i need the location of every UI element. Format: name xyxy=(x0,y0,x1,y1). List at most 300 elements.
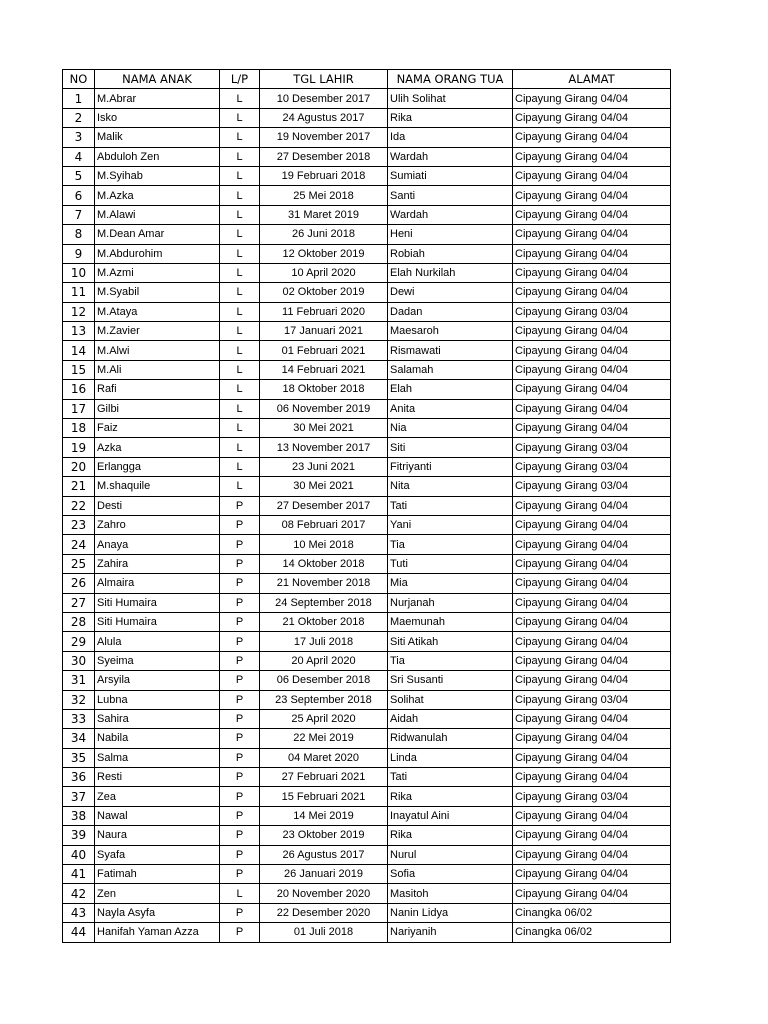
cell-address: Cipayung Girang 04/04 xyxy=(513,186,671,205)
cell-child-name: Zea xyxy=(95,787,220,806)
table-row xyxy=(63,535,671,554)
cell-birth-date: 10 April 2020 xyxy=(260,263,388,282)
cell-child-name: M.Abrar xyxy=(95,89,220,108)
cell-gender: L xyxy=(220,186,260,205)
cell-birth-date: 24 Agustus 2017 xyxy=(260,108,388,127)
cell-birth-date: 20 November 2020 xyxy=(260,884,388,903)
cell-parent-name: Ridwanulah xyxy=(388,729,513,748)
cell-child-name: M.Syabil xyxy=(95,283,220,302)
table-row xyxy=(63,108,671,127)
cell-parent-name: Fitriyanti xyxy=(388,457,513,476)
cell-gender: P xyxy=(220,593,260,612)
cell-row-number: 6 xyxy=(63,186,95,205)
cell-address: Cipayung Girang 04/04 xyxy=(513,147,671,166)
header-address: ALAMAT xyxy=(513,70,671,89)
cell-parent-name: Nita xyxy=(388,477,513,496)
table-row xyxy=(63,225,671,244)
table-row xyxy=(63,612,671,631)
cell-child-name: M.Abdurohim xyxy=(95,244,220,263)
cell-parent-name: Elah Nurkilah xyxy=(388,263,513,282)
cell-birth-date: 27 Februari 2021 xyxy=(260,768,388,787)
table-row xyxy=(63,186,671,205)
cell-gender: L xyxy=(220,399,260,418)
cell-gender: P xyxy=(220,515,260,534)
cell-child-name: Syeima xyxy=(95,651,220,670)
table-row xyxy=(63,515,671,534)
cell-address: Cipayung Girang 04/04 xyxy=(513,651,671,670)
table-row xyxy=(63,302,671,321)
cell-parent-name: Yani xyxy=(388,515,513,534)
cell-parent-name: Sofia xyxy=(388,865,513,884)
table-row xyxy=(63,787,671,806)
cell-gender: L xyxy=(220,166,260,185)
cell-birth-date: 21 November 2018 xyxy=(260,574,388,593)
cell-child-name: M.Alawi xyxy=(95,205,220,224)
cell-birth-date: 06 November 2019 xyxy=(260,399,388,418)
cell-child-name: Gilbi xyxy=(95,399,220,418)
cell-gender: P xyxy=(220,923,260,942)
cell-birth-date: 21 Oktober 2018 xyxy=(260,612,388,631)
table-row xyxy=(63,690,671,709)
cell-row-number: 20 xyxy=(63,457,95,476)
cell-parent-name: Rika xyxy=(388,108,513,127)
cell-gender: L xyxy=(220,360,260,379)
cell-address: Cipayung Girang 04/04 xyxy=(513,535,671,554)
cell-row-number: 44 xyxy=(63,923,95,942)
cell-child-name: Nawal xyxy=(95,806,220,825)
cell-row-number: 25 xyxy=(63,554,95,573)
cell-row-number: 14 xyxy=(63,341,95,360)
cell-birth-date: 22 Mei 2019 xyxy=(260,729,388,748)
cell-birth-date: 04 Maret 2020 xyxy=(260,748,388,767)
header-row xyxy=(63,70,671,89)
cell-birth-date: 19 Februari 2018 xyxy=(260,166,388,185)
cell-gender: L xyxy=(220,263,260,282)
table-row xyxy=(63,806,671,825)
cell-parent-name: Masitoh xyxy=(388,884,513,903)
cell-child-name: Resti xyxy=(95,768,220,787)
cell-child-name: Anaya xyxy=(95,535,220,554)
table-row xyxy=(63,457,671,476)
cell-row-number: 41 xyxy=(63,865,95,884)
cell-child-name: M.Azka xyxy=(95,186,220,205)
cell-birth-date: 26 Agustus 2017 xyxy=(260,845,388,864)
cell-row-number: 43 xyxy=(63,903,95,922)
cell-birth-date: 08 Februari 2017 xyxy=(260,515,388,534)
cell-row-number: 22 xyxy=(63,496,95,515)
cell-row-number: 7 xyxy=(63,205,95,224)
cell-row-number: 11 xyxy=(63,283,95,302)
cell-child-name: Almaira xyxy=(95,574,220,593)
cell-birth-date: 01 Februari 2021 xyxy=(260,341,388,360)
cell-address: Cipayung Girang 04/04 xyxy=(513,826,671,845)
cell-parent-name: Inayatul Aini xyxy=(388,806,513,825)
cell-birth-date: 14 Oktober 2018 xyxy=(260,554,388,573)
cell-parent-name: Siti Atikah xyxy=(388,632,513,651)
cell-parent-name: Robiah xyxy=(388,244,513,263)
cell-row-number: 4 xyxy=(63,147,95,166)
cell-address: Cipayung Girang 04/04 xyxy=(513,205,671,224)
cell-child-name: Zahro xyxy=(95,515,220,534)
cell-row-number: 5 xyxy=(63,166,95,185)
cell-gender: L xyxy=(220,419,260,438)
cell-birth-date: 19 November 2017 xyxy=(260,128,388,147)
cell-birth-date: 27 Desember 2017 xyxy=(260,496,388,515)
cell-row-number: 39 xyxy=(63,826,95,845)
cell-child-name: Nabila xyxy=(95,729,220,748)
cell-address: Cipayung Girang 04/04 xyxy=(513,574,671,593)
cell-address: Cipayung Girang 04/04 xyxy=(513,612,671,631)
table-header xyxy=(63,70,671,89)
cell-birth-date: 02 Oktober 2019 xyxy=(260,283,388,302)
cell-address: Cinangka 06/02 xyxy=(513,903,671,922)
cell-parent-name: Rika xyxy=(388,787,513,806)
table-row xyxy=(63,554,671,573)
cell-row-number: 38 xyxy=(63,806,95,825)
table-row xyxy=(63,263,671,282)
cell-address: Cipayung Girang 04/04 xyxy=(513,806,671,825)
cell-address: Cipayung Girang 04/04 xyxy=(513,729,671,748)
cell-child-name: M.Alwi xyxy=(95,341,220,360)
cell-parent-name: Mia xyxy=(388,574,513,593)
table-row xyxy=(63,845,671,864)
cell-birth-date: 24 September 2018 xyxy=(260,593,388,612)
cell-address: Cinangka 06/02 xyxy=(513,923,671,942)
cell-birth-date: 26 Januari 2019 xyxy=(260,865,388,884)
header-gender: L/P xyxy=(220,70,260,89)
cell-gender: L xyxy=(220,128,260,147)
cell-birth-date: 23 September 2018 xyxy=(260,690,388,709)
cell-parent-name: Linda xyxy=(388,748,513,767)
table-row xyxy=(63,884,671,903)
cell-birth-date: 25 April 2020 xyxy=(260,709,388,728)
cell-parent-name: Nariyanih xyxy=(388,923,513,942)
cell-child-name: Alula xyxy=(95,632,220,651)
cell-gender: P xyxy=(220,709,260,728)
table-row xyxy=(63,574,671,593)
cell-address: Cipayung Girang 03/04 xyxy=(513,787,671,806)
cell-child-name: Sahira xyxy=(95,709,220,728)
cell-address: Cipayung Girang 04/04 xyxy=(513,709,671,728)
cell-address: Cipayung Girang 03/04 xyxy=(513,477,671,496)
cell-gender: L xyxy=(220,244,260,263)
cell-row-number: 2 xyxy=(63,108,95,127)
cell-address: Cipayung Girang 04/04 xyxy=(513,108,671,127)
cell-gender: P xyxy=(220,845,260,864)
cell-birth-date: 26 Juni 2018 xyxy=(260,225,388,244)
cell-address: Cipayung Girang 04/04 xyxy=(513,768,671,787)
cell-birth-date: 30 Mei 2021 xyxy=(260,477,388,496)
cell-row-number: 24 xyxy=(63,535,95,554)
cell-row-number: 34 xyxy=(63,729,95,748)
cell-address: Cipayung Girang 04/04 xyxy=(513,632,671,651)
cell-birth-date: 23 Juni 2021 xyxy=(260,457,388,476)
cell-birth-date: 01 Juli 2018 xyxy=(260,923,388,942)
cell-parent-name: Wardah xyxy=(388,147,513,166)
cell-address: Cipayung Girang 04/04 xyxy=(513,865,671,884)
cell-gender: P xyxy=(220,787,260,806)
cell-parent-name: Wardah xyxy=(388,205,513,224)
cell-row-number: 13 xyxy=(63,322,95,341)
cell-child-name: Isko xyxy=(95,108,220,127)
cell-child-name: Abduloh Zen xyxy=(95,147,220,166)
cell-parent-name: Tia xyxy=(388,535,513,554)
cell-row-number: 35 xyxy=(63,748,95,767)
cell-gender: L xyxy=(220,205,260,224)
cell-parent-name: Dewi xyxy=(388,283,513,302)
cell-address: Cipayung Girang 04/04 xyxy=(513,748,671,767)
cell-child-name: Rafi xyxy=(95,380,220,399)
cell-row-number: 28 xyxy=(63,612,95,631)
cell-gender: L xyxy=(220,108,260,127)
cell-gender: P xyxy=(220,768,260,787)
cell-address: Cipayung Girang 04/04 xyxy=(513,496,671,515)
cell-gender: L xyxy=(220,225,260,244)
cell-parent-name: Dadan xyxy=(388,302,513,321)
cell-address: Cipayung Girang 04/04 xyxy=(513,263,671,282)
cell-birth-date: 06 Desember 2018 xyxy=(260,671,388,690)
table-row xyxy=(63,593,671,612)
table-row xyxy=(63,341,671,360)
cell-row-number: 8 xyxy=(63,225,95,244)
cell-gender: L xyxy=(220,302,260,321)
cell-child-name: Lubna xyxy=(95,690,220,709)
cell-row-number: 33 xyxy=(63,709,95,728)
cell-parent-name: Rika xyxy=(388,826,513,845)
cell-row-number: 3 xyxy=(63,128,95,147)
cell-row-number: 21 xyxy=(63,477,95,496)
cell-gender: P xyxy=(220,612,260,631)
cell-row-number: 37 xyxy=(63,787,95,806)
cell-row-number: 30 xyxy=(63,651,95,670)
table-row xyxy=(63,651,671,670)
cell-child-name: Malik xyxy=(95,128,220,147)
cell-parent-name: Elah xyxy=(388,380,513,399)
cell-gender: L xyxy=(220,477,260,496)
table-row xyxy=(63,826,671,845)
cell-child-name: M.Azmi xyxy=(95,263,220,282)
cell-child-name: M.Zavier xyxy=(95,322,220,341)
cell-child-name: Syafa xyxy=(95,845,220,864)
cell-child-name: Siti Humaira xyxy=(95,612,220,631)
cell-gender: L xyxy=(220,147,260,166)
cell-child-name: M.shaquile xyxy=(95,477,220,496)
cell-address: Cipayung Girang 04/04 xyxy=(513,671,671,690)
cell-birth-date: 31 Maret 2019 xyxy=(260,205,388,224)
cell-gender: P xyxy=(220,865,260,884)
cell-row-number: 31 xyxy=(63,671,95,690)
cell-row-number: 40 xyxy=(63,845,95,864)
cell-row-number: 18 xyxy=(63,419,95,438)
cell-address: Cipayung Girang 04/04 xyxy=(513,244,671,263)
cell-parent-name: Sumiati xyxy=(388,166,513,185)
cell-address: Cipayung Girang 04/04 xyxy=(513,89,671,108)
cell-parent-name: Santi xyxy=(388,186,513,205)
cell-birth-date: 13 November 2017 xyxy=(260,438,388,457)
table-row xyxy=(63,709,671,728)
cell-parent-name: Nurjanah xyxy=(388,593,513,612)
cell-address: Cipayung Girang 03/04 xyxy=(513,302,671,321)
table-row xyxy=(63,903,671,922)
cell-parent-name: Nurul xyxy=(388,845,513,864)
table-row xyxy=(63,399,671,418)
cell-parent-name: Solihat xyxy=(388,690,513,709)
cell-birth-date: 17 Januari 2021 xyxy=(260,322,388,341)
cell-child-name: Azka xyxy=(95,438,220,457)
cell-child-name: M.Dean Amar xyxy=(95,225,220,244)
cell-address: Cipayung Girang 04/04 xyxy=(513,515,671,534)
cell-row-number: 36 xyxy=(63,768,95,787)
cell-row-number: 1 xyxy=(63,89,95,108)
table-row xyxy=(63,923,671,942)
children-data-table xyxy=(62,69,671,943)
cell-parent-name: Nia xyxy=(388,419,513,438)
cell-gender: L xyxy=(220,322,260,341)
cell-parent-name: Tati xyxy=(388,496,513,515)
table-row xyxy=(63,205,671,224)
cell-birth-date: 18 Oktober 2018 xyxy=(260,380,388,399)
cell-gender: L xyxy=(220,380,260,399)
cell-gender: L xyxy=(220,341,260,360)
cell-parent-name: Maesaroh xyxy=(388,322,513,341)
cell-address: Cipayung Girang 04/04 xyxy=(513,593,671,612)
cell-row-number: 23 xyxy=(63,515,95,534)
cell-row-number: 26 xyxy=(63,574,95,593)
cell-address: Cipayung Girang 04/04 xyxy=(513,380,671,399)
cell-parent-name: Salamah xyxy=(388,360,513,379)
cell-parent-name: Nanin Lidya xyxy=(388,903,513,922)
table-row xyxy=(63,768,671,787)
cell-child-name: Nayla Asyfa xyxy=(95,903,220,922)
header-birth-date: TGL LAHIR xyxy=(260,70,388,89)
table-row xyxy=(63,729,671,748)
cell-birth-date: 12 Oktober 2019 xyxy=(260,244,388,263)
table-row xyxy=(63,477,671,496)
cell-address: Cipayung Girang 04/04 xyxy=(513,341,671,360)
table-row xyxy=(63,380,671,399)
cell-address: Cipayung Girang 04/04 xyxy=(513,884,671,903)
cell-gender: L xyxy=(220,89,260,108)
cell-parent-name: Maemunah xyxy=(388,612,513,631)
cell-parent-name: Anita xyxy=(388,399,513,418)
cell-address: Cipayung Girang 03/04 xyxy=(513,690,671,709)
cell-birth-date: 27 Desember 2018 xyxy=(260,147,388,166)
cell-birth-date: 23 Oktober 2019 xyxy=(260,826,388,845)
cell-birth-date: 30 Mei 2021 xyxy=(260,419,388,438)
cell-parent-name: Sri Susanti xyxy=(388,671,513,690)
table-row xyxy=(63,671,671,690)
cell-row-number: 12 xyxy=(63,302,95,321)
cell-parent-name: Tati xyxy=(388,768,513,787)
cell-birth-date: 14 Mei 2019 xyxy=(260,806,388,825)
cell-parent-name: Tia xyxy=(388,651,513,670)
cell-gender: P xyxy=(220,651,260,670)
cell-address: Cipayung Girang 04/04 xyxy=(513,322,671,341)
cell-birth-date: 10 Desember 2017 xyxy=(260,89,388,108)
cell-child-name: M.Ali xyxy=(95,360,220,379)
cell-gender: L xyxy=(220,884,260,903)
cell-gender: L xyxy=(220,438,260,457)
table-row xyxy=(63,89,671,108)
cell-row-number: 10 xyxy=(63,263,95,282)
cell-child-name: M.Ataya xyxy=(95,302,220,321)
cell-child-name: Erlangga xyxy=(95,457,220,476)
table-body xyxy=(63,89,671,942)
cell-child-name: Naura xyxy=(95,826,220,845)
cell-child-name: Arsyila xyxy=(95,671,220,690)
cell-row-number: 32 xyxy=(63,690,95,709)
cell-row-number: 27 xyxy=(63,593,95,612)
cell-gender: P xyxy=(220,826,260,845)
cell-address: Cipayung Girang 03/04 xyxy=(513,438,671,457)
cell-birth-date: 14 Februari 2021 xyxy=(260,360,388,379)
cell-birth-date: 20 April 2020 xyxy=(260,651,388,670)
cell-parent-name: Ulih Solihat xyxy=(388,89,513,108)
cell-address: Cipayung Girang 03/04 xyxy=(513,457,671,476)
cell-address: Cipayung Girang 04/04 xyxy=(513,166,671,185)
cell-gender: P xyxy=(220,574,260,593)
cell-parent-name: Aidah xyxy=(388,709,513,728)
cell-gender: P xyxy=(220,729,260,748)
cell-parent-name: Heni xyxy=(388,225,513,244)
cell-gender: P xyxy=(220,535,260,554)
cell-birth-date: 17 Juli 2018 xyxy=(260,632,388,651)
cell-row-number: 9 xyxy=(63,244,95,263)
cell-birth-date: 11 Februari 2020 xyxy=(260,302,388,321)
cell-child-name: Fatimah xyxy=(95,865,220,884)
cell-child-name: M.Syihab xyxy=(95,166,220,185)
cell-parent-name: Ida xyxy=(388,128,513,147)
cell-birth-date: 10 Mei 2018 xyxy=(260,535,388,554)
cell-parent-name: Rismawati xyxy=(388,341,513,360)
table-row xyxy=(63,128,671,147)
cell-parent-name: Siti xyxy=(388,438,513,457)
table-row xyxy=(63,748,671,767)
table-row xyxy=(63,244,671,263)
cell-row-number: 42 xyxy=(63,884,95,903)
cell-address: Cipayung Girang 04/04 xyxy=(513,554,671,573)
header-no: NO xyxy=(63,70,95,89)
cell-address: Cipayung Girang 04/04 xyxy=(513,845,671,864)
cell-child-name: Hanifah Yaman Azza xyxy=(95,923,220,942)
cell-child-name: Salma xyxy=(95,748,220,767)
cell-row-number: 16 xyxy=(63,380,95,399)
cell-gender: L xyxy=(220,283,260,302)
cell-child-name: Faiz xyxy=(95,419,220,438)
header-parent-name: NAMA ORANG TUA xyxy=(388,70,513,89)
cell-row-number: 19 xyxy=(63,438,95,457)
cell-address: Cipayung Girang 04/04 xyxy=(513,399,671,418)
cell-address: Cipayung Girang 04/04 xyxy=(513,128,671,147)
cell-row-number: 15 xyxy=(63,360,95,379)
cell-gender: P xyxy=(220,496,260,515)
cell-gender: P xyxy=(220,671,260,690)
cell-gender: P xyxy=(220,806,260,825)
table-row xyxy=(63,322,671,341)
cell-child-name: Zen xyxy=(95,884,220,903)
table-row xyxy=(63,166,671,185)
table-row xyxy=(63,632,671,651)
cell-gender: P xyxy=(220,632,260,651)
cell-child-name: Desti xyxy=(95,496,220,515)
table-row xyxy=(63,496,671,515)
table-row xyxy=(63,438,671,457)
cell-gender: P xyxy=(220,554,260,573)
table-row xyxy=(63,360,671,379)
cell-parent-name: Tuti xyxy=(388,554,513,573)
cell-gender: L xyxy=(220,457,260,476)
table-row xyxy=(63,419,671,438)
